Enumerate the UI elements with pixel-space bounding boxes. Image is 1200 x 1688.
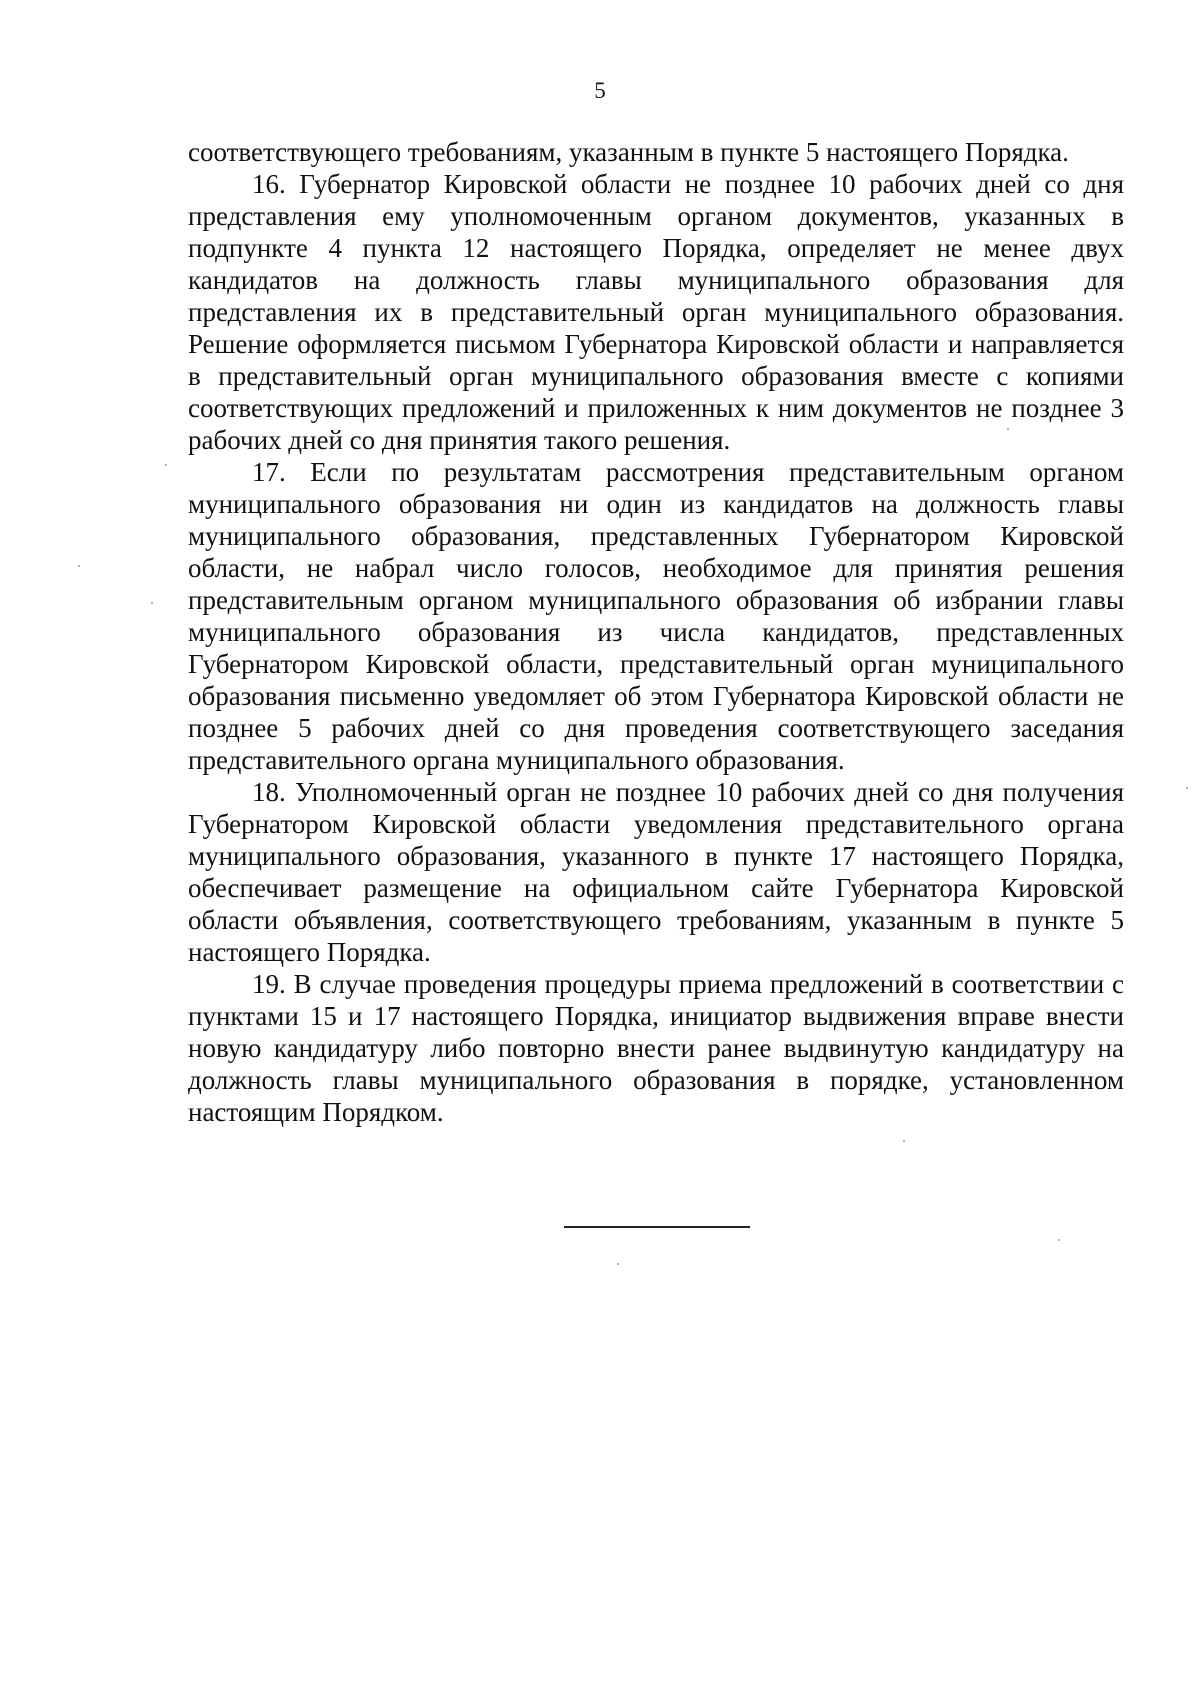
scan-speck bbox=[165, 464, 167, 466]
page-number: 5 bbox=[594, 78, 606, 103]
paragraph-item-18: 18. Уполномоченный орган не позднее 10 рабочих дней со дня получения Губернатором Кировской области уведомления представительного органа муниципального образования, указанного в пункте 17 настоящего Порядка, обеспечивает размещение на официальном сайте Губернатора Кировской области объявления, соответствующего требованиям, указанным в пункте 5 настоящего Порядка. bbox=[188, 777, 1124, 967]
scan-speck bbox=[1058, 1239, 1060, 1241]
scan-speck bbox=[1007, 428, 1009, 430]
paragraph-continuation: соответствующего требованиям, указанным в пункте 5 настоящего Порядка. bbox=[188, 137, 1069, 167]
scan-speck bbox=[1186, 787, 1188, 789]
end-of-document-rule bbox=[564, 1226, 750, 1228]
paragraph-item-17: 17. Если по результатам рассмотрения представительным органом муниципального образования ни один из кандидатов на должность главы муниципального образования, представленных Губернатором Кировской области, не набрал число голосов, необходимое для принятия решения представительным органом муниципального образования об избрании главы муниципального образования из числа кандидатов, представленных Губернатором Кировской области, представительный орган муниципального образования письменно уведомляет об этом Губернатора Кировской области не позднее 5 рабочих дней со дня проведения соответствующего заседания представительного органа муниципального образования. bbox=[188, 457, 1124, 775]
scan-speck bbox=[617, 1263, 619, 1265]
paragraph-item-19: 19. В случае проведения процедуры приема предложений в соответствии с пунктами 15 и 17 настоящего Порядка, инициатор выдвижения вправе внести новую кандидатуру либо повторно внести ранее выдвинутую кандидатуру на должность главы муниципального образования в порядке, установленном настоящим Порядком. bbox=[188, 969, 1124, 1127]
scan-speck bbox=[903, 1140, 905, 1142]
document-body bbox=[188, 136, 1124, 1128]
scan-speck bbox=[151, 602, 153, 604]
paragraph-item-16: 16. Губернатор Кировской области не позднее 10 рабочих дней со дня представления ему уполномоченным органом документов, указанных в подпункте 4 пункта 12 настоящего Порядка, определяет не менее двух кандидатов на должность главы муниципального образования для представления их в представительный орган муниципального образования. Решение оформляется письмом Губернатора Кировской области и направляется в представительный орган муниципального образования вместе с копиями соответствующих предложений и приложенных к ним документов не позднее 3 рабочих дней со дня принятия такого решения. bbox=[188, 169, 1124, 455]
scan-speck bbox=[78, 565, 80, 567]
